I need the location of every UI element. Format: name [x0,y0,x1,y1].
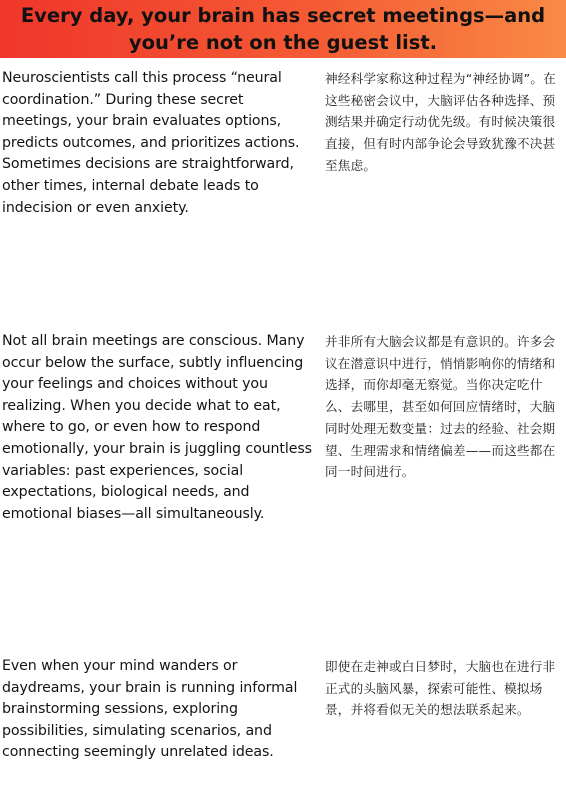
section-unconscious-meetings [0,331,566,525]
chinese-paragraph: 并非所有大脑会议都是有意识的。许多会议在潜意识中进行，悄悄影响你的情绪和选择，而你却毫无察觉。当你决定吃什么、去哪里，甚至如何回应情绪时，大脑同时处理无数变量：过去的经验、社会期望、生理需求和情绪偏差——而这些都在同一时间进行。 [325,334,556,480]
section-neural-coordination [0,68,566,219]
chinese-paragraph: 神经科学家称这种过程为“神经协调”。在这些秘密会议中，大脑评估各种选择、预测结果并确定行动优先级。有时候决策很直接，但有时内部争论会导致犹豫不决甚至焦虑。 [325,71,556,173]
page-title: Every day, your brain has secret meetings—and you’re not on the guest list. [20,4,546,54]
section-daydreams [0,656,566,764]
chinese-paragraph: 即使在走神或白日梦时，大脑也在进行非正式的头脑风暴，探索可能性、模拟场景，并将看似无关的想法联系起来。 [325,659,556,718]
english-paragraph: Not all brain meetings are conscious. Many occur below the surface, subtly influencing your feelings and choices without you realizing. When you decide what to eat, where to go, or even how to respond emotionally, your brain is juggling countless variables: past experiences, social expectations, biological needs, and emotional biases—all simultaneously. [2,333,312,522]
english-paragraph: Neuroscientists call this process “neural coordination.” During these secret meetings, your brain evaluates options, predicts outcomes, and prioritizes actions. Sometimes decisions are straightforward, other times, internal debate leads to indecision or even anxiety. [2,70,300,216]
english-paragraph: Even when your mind wanders or daydreams, your brain is running informal brainstorming sessions, exploring possibilities, simulating scenarios, and connecting seemingly unrelated ideas. [2,658,298,761]
title-banner [0,0,566,58]
